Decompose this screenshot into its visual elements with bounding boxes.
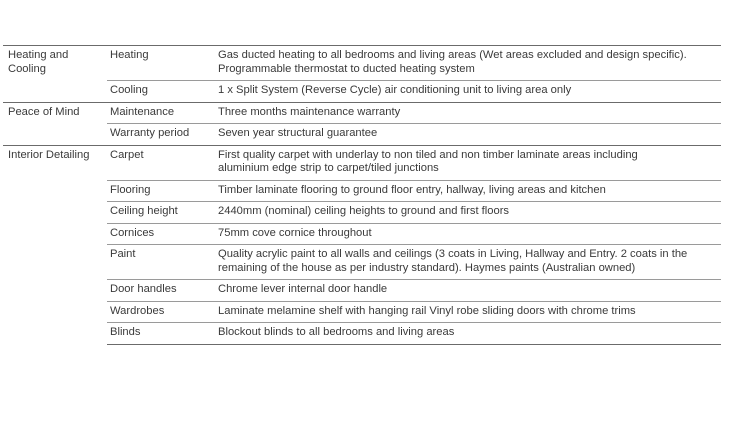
description-line: Three months maintenance warranty (218, 105, 401, 118)
description-line: 1 x Split System (Reverse Cycle) air conditioning unit to living area only (218, 84, 572, 96)
item-description (218, 81, 721, 103)
table-row (3, 301, 721, 323)
description-line: 75mm cove cornice throughout (218, 226, 372, 239)
item-description (218, 245, 721, 280)
description-line: Blockout blinds to all bedrooms and living areas (218, 326, 455, 338)
item-label: Maintenance (107, 102, 218, 124)
table-row (3, 102, 721, 124)
description-line: Gas ducted heating to all bedrooms and living areas (Wet areas excluded and design specific). (218, 49, 687, 61)
table-row (3, 145, 721, 180)
description-line: Seven year structural guarantee (218, 127, 378, 139)
description-line: Quality acrylic paint to all walls and ceilings (3 coats in Living, Hallway and Entry. 2 coats in the (218, 248, 688, 260)
item-description (218, 46, 721, 81)
table-row (3, 323, 721, 345)
description-line: First quality carpet with underlay to non tiled and non timber laminate areas including (218, 148, 638, 161)
item-description (218, 102, 721, 124)
description-line: Programmable thermostat to ducted heating system (218, 62, 475, 75)
item-label: Cooling (107, 81, 218, 103)
specification-table (3, 45, 721, 345)
table-row (3, 81, 721, 103)
category-cell (3, 46, 107, 103)
category-label: Heating and (8, 49, 69, 61)
description-line: aluminium edge strip to carpet/tiled junctions (218, 162, 439, 174)
category-cell (3, 145, 107, 344)
item-description (218, 145, 721, 180)
item-label: Flooring (107, 180, 218, 202)
item-label: Cornices (107, 223, 218, 245)
item-label: Warranty period (107, 124, 218, 146)
item-description (218, 124, 721, 146)
item-label: Door handles (107, 280, 218, 302)
item-description (218, 301, 721, 323)
table-row (3, 180, 721, 202)
table-row (3, 245, 721, 280)
item-description (218, 280, 721, 302)
category-label: Peace of Mind (8, 105, 80, 118)
table-row (3, 223, 721, 245)
table-row (3, 202, 721, 224)
item-label: Blinds (107, 323, 218, 345)
category-cell (3, 102, 107, 145)
item-description (218, 223, 721, 245)
category-label: Cooling (8, 62, 46, 75)
description-line: Chrome lever internal door handle (218, 283, 388, 295)
item-label: Carpet (107, 145, 218, 180)
item-description (218, 202, 721, 224)
item-label: Heating (107, 46, 218, 81)
item-description (218, 180, 721, 202)
item-description (218, 323, 721, 345)
item-label: Paint (107, 245, 218, 280)
item-label: Ceiling height (107, 202, 218, 224)
description-line: Timber laminate flooring to ground floor entry, hallway, living areas and kitchen (218, 183, 606, 196)
description-line: Laminate melamine shelf with hanging rail Vinyl robe sliding doors with chrome trims (218, 304, 636, 317)
table-row (3, 280, 721, 302)
description-line: 2440mm (nominal) ceiling heights to ground and first floors (218, 205, 510, 217)
table-row (3, 46, 721, 81)
table-row (3, 124, 721, 146)
item-label: Wardrobes (107, 301, 218, 323)
category-label: Interior Detailing (8, 148, 90, 161)
description-line: remaining of the house as per industry standard). Haymes paints (Australian owned) (218, 261, 636, 274)
